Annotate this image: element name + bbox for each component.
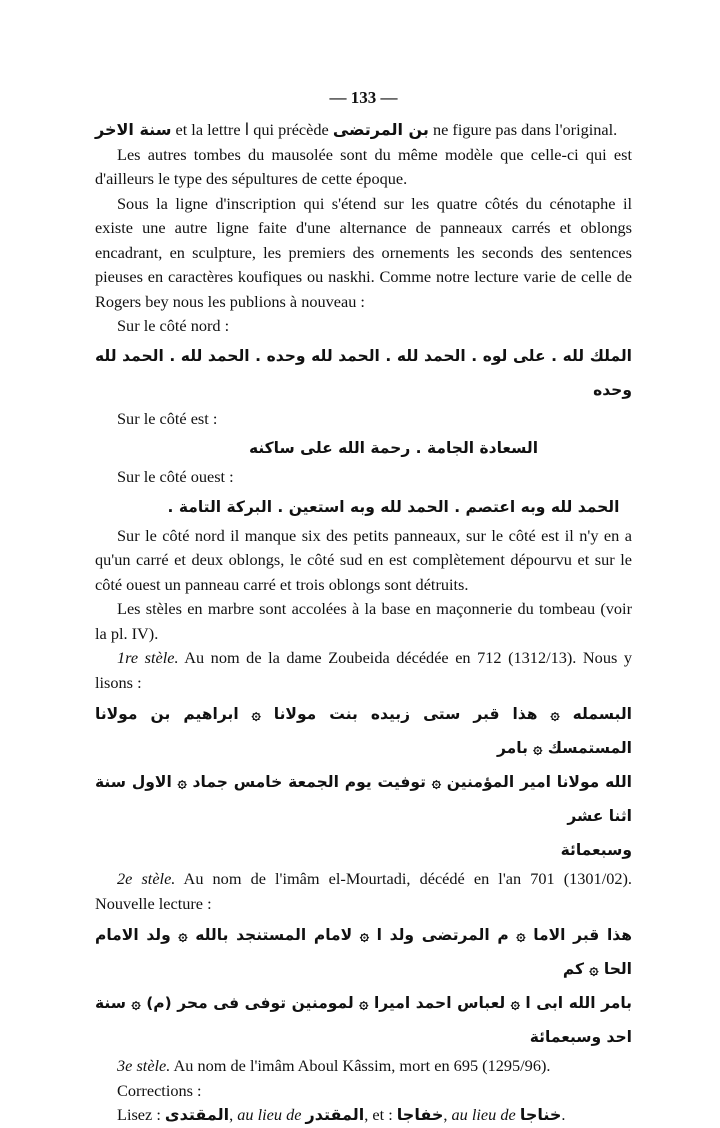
corrections-label: Corrections : (117, 1080, 202, 1100)
stele-1-arabic-line-3: وسبعمائة (560, 841, 632, 859)
stele-2-text: Au nom de l'imâm el-Mourtadi, décédé en l'an 701 (1301/02). Nouvelle lecture : (95, 869, 632, 913)
paragraph-2: Les autres tombes du mausolée sont du même modèle que celle-ci qui est d'ailleurs le type des sépultures de cette époque. (95, 144, 632, 188)
stele-3-heading (95, 1054, 632, 1079)
paragraph-1 (95, 118, 632, 143)
stele-3-number: 3e (117, 1056, 133, 1075)
stele-2-heading (95, 867, 632, 916)
stele-3-text: Au nom de l'imâm Aboul Kâssim, mort en 695 (1295/96). (170, 1056, 551, 1075)
arabic-inscription-ouest: الحمد لله وبه اعتصم . الحمد لله وبه استعين . البركة التامة . (167, 497, 620, 516)
paragraph-5: Les stèles en marbre sont accolées à la base en maçonnerie du tombeau (voir la pl. IV). (95, 599, 632, 643)
stele-2-label: stèle. (141, 869, 176, 888)
stele-2-number: 2e (117, 869, 133, 888)
arabic-inscription-est: السعادة الجامة . رحمة الله على ساكنه (248, 439, 539, 457)
text-span: ne figure pas dans l'original. (428, 120, 618, 139)
arabic-word: المقتدر (305, 1105, 365, 1124)
text-span: Lisez : (117, 1105, 165, 1124)
text-span: et la lettre ا qui précède (171, 120, 333, 139)
stele-2-arabic-line-1: هذا قبر الاما ۞ م المرتضى ولد ا ۞ لامام المستنجد بالله ۞ ولد الامام الحا ۞ كم (95, 926, 632, 978)
stele-2-arabic-line-2: بامر الله ابى ا ۞ لعباس احمد اميرا ۞ لمومنين توفى فى محر (م) ۞ سنة احد وسبعمائة (95, 994, 632, 1046)
arabic-word: خفاجا (396, 1105, 444, 1124)
paragraph-4: Sur le côté nord il manque six des petits panneaux, sur le côté est il n'y en a qu'un carré et deux oblongs, le côté sud en est complètement dépourvu et sur le côté ouest un panneau carré et trois oblongs sont détruits. (95, 525, 632, 594)
text-span: , (443, 1105, 452, 1124)
label-nord: Sur le côté nord : (117, 316, 230, 335)
stele-1-text: Au nom de la dame Zoubeida décédée en 712 (1312/13). Nous y lisons : (95, 648, 632, 692)
corrections-line (95, 1103, 632, 1128)
stele-1-arabic-line-2: الله مولانا امير المؤمنين ۞ توفيت يوم الجمعة خامس جماد ۞ الاول سنة اثنا عشر (95, 773, 632, 825)
label-ouest: Sur le côté ouest : (117, 467, 234, 486)
italic-phrase: au lieu de (451, 1105, 516, 1124)
italic-phrase: au lieu de (237, 1105, 302, 1124)
stele-1-number: 1re (117, 648, 139, 667)
stele-1-heading (95, 646, 632, 695)
arabic-word: المقتدى (164, 1105, 230, 1124)
arabic-word: خناجا (519, 1105, 562, 1124)
arabic-phrase: سنة الاخر (95, 120, 172, 139)
arabic-inscription-nord: الملك لله . على لوه . الحمد لله . الحمد لله وحده . الحمد لله . الحمد لله وحده (95, 346, 632, 399)
stele-3-label: stèle. (136, 1056, 171, 1075)
text-span: , (229, 1105, 238, 1124)
paragraph-3: Sous la ligne d'inscription qui s'étend sur les quatre côtés du cénotaphe il existe une autre ligne faite d'une alternance de panneaux carrés et oblongs encadrant, en sculpture, les premiers des ornements les seconds des sentences pieuses en caractères koufiques ou naskhi. Comme notre lecture varie de celle de Rogers bey nous les publions à nouveau : (95, 193, 632, 311)
page-number: — 133 — (329, 88, 398, 107)
stele-1-label: stèle. (144, 648, 179, 667)
text-span: . (561, 1105, 566, 1124)
label-est: Sur le côté est : (117, 408, 218, 428)
text-span: , et : (364, 1105, 397, 1124)
arabic-phrase: بن المرتضى (332, 120, 429, 139)
stele-1-arabic-line-1: البسمله ۞ هذا قبر ستى زبيده بنت مولانا ۞ ابراهيم بن مولانا المستمسك ۞ بامر (95, 705, 632, 757)
